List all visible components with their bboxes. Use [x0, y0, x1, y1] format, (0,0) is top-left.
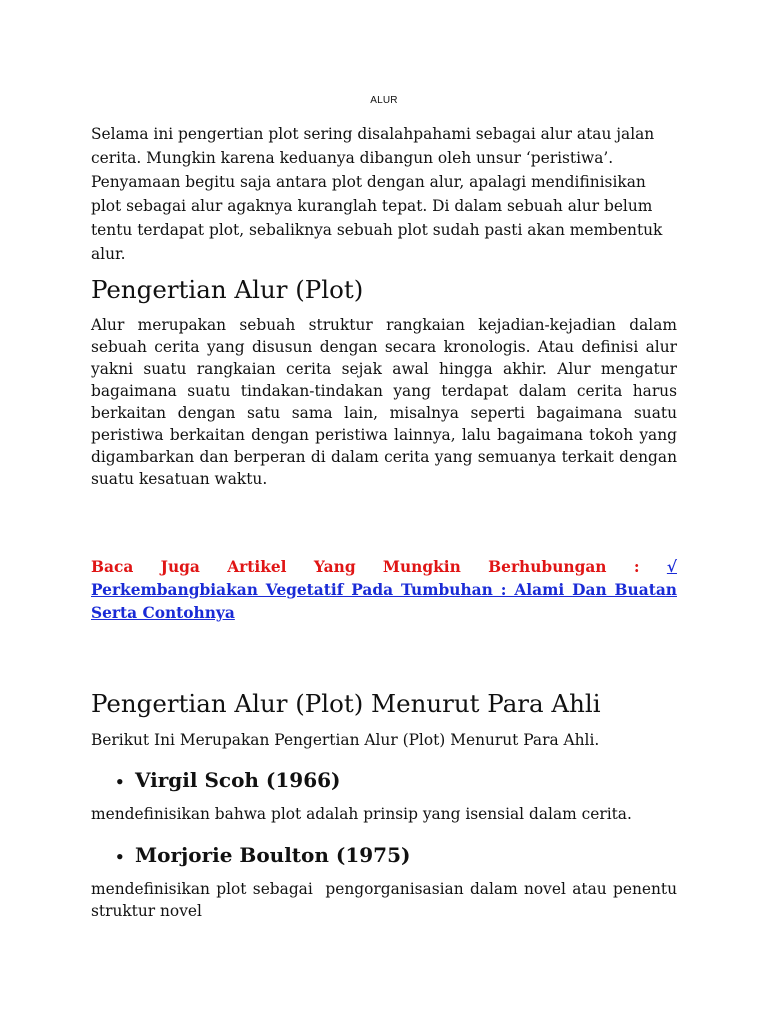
- list-item: [91, 841, 410, 871]
- expert-name: Virgil Scoh (1966): [135, 768, 341, 792]
- definition-paragraph: Alur merupakan sebuah struktur rangkaian kejadian-kejadian dalam sebuah cerita yang disusun dengan secara kronologis. Atau definisi alur yakni suatu rangkaian cerita sejak awal hingga akhir. Alur mengatur bagaimana suatu tindakan-tindakan yang terdapat dalam cerita harus berkaitan dengan satu sama lain, misalnya seperti bagaimana suatu peristiwa berkaitan dengan peristiwa lainnya, lalu bagaimana tokoh yang digambarkan dan berperan di dalam cerita yang semuanya terkait dengan suatu kesatuan waktu.: [91, 316, 677, 488]
- bullet-icon: •: [115, 773, 125, 791]
- related-article-link[interactable]: √ Perkembangbiakan Vegetatif Pada Tumbuhan : Alami Dan Buatan Serta Contohnya: [91, 558, 677, 622]
- document-title: ALUR: [370, 95, 398, 106]
- section-heading-definition: Pengertian Alur (Plot): [91, 275, 364, 304]
- expert-definition: mendefinisikan bahwa plot adalah prinsip yang isensial dalam cerita.: [91, 805, 632, 823]
- bullet-icon: •: [115, 848, 125, 866]
- intro-paragraph: Selama ini pengertian plot sering disalahpahami sebagai alur atau jalan cerita. Mungkin karena keduanya dibangun oleh unsur ‘peristiwa’. Penyamaan begitu saja antara plot dengan alur, apalagi mendifinisikan plot sebagai alur agaknya kuranglah tepat. Di dalam sebuah alur belum tentu terdapat plot, sebaliknya sebuah plot sudah pasti akan membentuk alur.: [91, 125, 663, 263]
- experts-lead-paragraph: Berikut Ini Merupakan Pengertian Alur (Plot) Menurut Para Ahli.: [91, 731, 600, 749]
- related-article-label: Baca Juga Artikel Yang Mungkin Berhubungan :: [91, 558, 667, 576]
- section-heading-experts: Pengertian Alur (Plot) Menurut Para Ahli: [91, 689, 601, 718]
- expert-name: Morjorie Boulton (1975): [135, 843, 411, 867]
- expert-definition: mendefinisikan plot sebagai pengorganisasian dalam novel atau penentu struktur novel: [91, 880, 682, 920]
- list-item: [91, 766, 341, 796]
- related-article: [91, 556, 677, 625]
